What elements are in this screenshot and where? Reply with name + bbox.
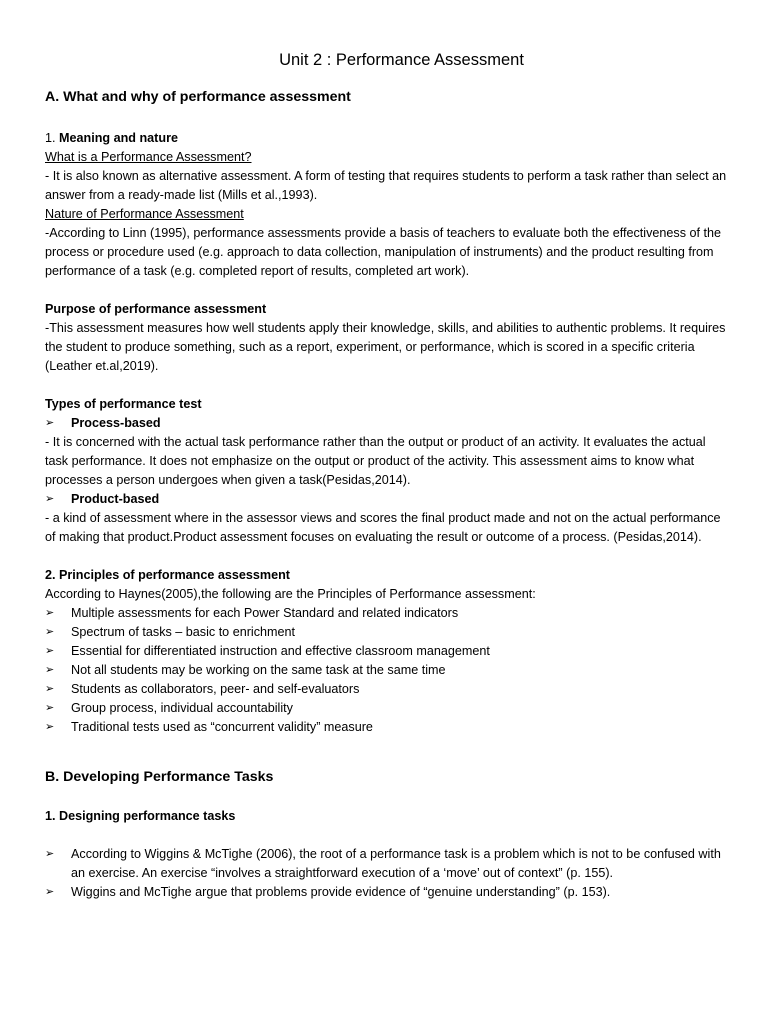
designing-text: Wiggins and McTighe argue that problems provide evidence of “genuine understanding” (p. 153). (71, 885, 611, 899)
purpose-text: -This assessment measures how well students apply their knowledge, skills, and abilities to authentic problems. It requires the student to produce something, such as a report, experiment, or performance, which is scored in a specific criteria (Leather et.al,2019). (45, 321, 726, 373)
purpose-heading: Purpose of performance assessment (45, 302, 267, 316)
principle-text: Group process, individual accountability (71, 701, 293, 715)
spacer (45, 281, 728, 300)
designing-heading: 1. Designing performance tasks (45, 809, 236, 823)
spacer (45, 826, 728, 845)
types-product-list (45, 490, 728, 509)
principle-text: Not all students may be working on the same task at the same time (71, 663, 446, 677)
meaning-question-2 (45, 205, 728, 224)
page-title: Unit 2 : Performance Assessment (279, 51, 524, 69)
arrow-bullet-icon: ➢ (45, 664, 55, 676)
list-item (45, 604, 728, 623)
principle-text: Students as collaborators, peer- and self-evaluators (71, 682, 360, 696)
arrow-bullet-icon: ➢ (45, 626, 55, 638)
product-label: Product-based (71, 492, 160, 506)
arrow-bullet-icon: ➢ (45, 886, 55, 898)
list-item (45, 661, 728, 680)
designing-text: According to Wiggins & McTighe (2006), the root of a performance task is a problem which is not to be confused with an exercise. An exercise “involves a straightforward execution of a ‘move’ out of context” (p. 155). (71, 847, 721, 880)
list-item (45, 718, 728, 737)
arrow-bullet-icon: ➢ (45, 848, 55, 860)
meaning-answer-1: - It is also known as alternative assessment. A form of testing that requires students to perform a task rather than select an answer from a ready-made list (Mills et al.,1993). (45, 169, 727, 202)
arrow-bullet-icon: ➢ (45, 607, 55, 619)
list-item (45, 642, 728, 661)
types-process-list (45, 414, 728, 433)
types-heading: Types of performance test (45, 397, 202, 411)
principle-text: Traditional tests used as “concurrent validity” measure (71, 720, 373, 734)
list-item (45, 883, 728, 902)
meaning-question-1 (45, 148, 728, 167)
arrow-bullet-icon: ➢ (45, 645, 55, 657)
process-label: Process-based (71, 416, 161, 430)
list-item (45, 699, 728, 718)
section-a-heading: A. What and why of performance assessment (45, 89, 351, 105)
arrow-bullet-icon: ➢ (45, 702, 55, 714)
spacer (45, 376, 728, 395)
meaning-question-2-text: Nature of Performance Assessment (45, 207, 244, 221)
section-b-heading: B. Developing Performance Tasks (45, 769, 274, 785)
list-item (45, 490, 728, 509)
principles-list (45, 604, 728, 737)
list-item (45, 623, 728, 642)
meaning-question-1-text: What is a Performance Assessment? (45, 150, 252, 164)
meaning-heading-line (45, 129, 728, 148)
list-item (45, 845, 728, 883)
arrow-bullet-icon: ➢ (45, 417, 55, 429)
list-item (45, 680, 728, 699)
arrow-bullet-icon: ➢ (45, 683, 55, 695)
spacer (45, 547, 728, 566)
principles-heading: 2. Principles of performance assessment (45, 568, 290, 582)
meaning-number: 1. (45, 131, 60, 145)
principle-text: Essential for differentiated instruction and effective classroom management (71, 644, 490, 658)
meaning-answer-2: -According to Linn (1995), performance assessments provide a basis of teachers to evaluate both the effectiveness of the process or procedure used (e.g. approach to data collection, manipulation of instruments) and the product resulting from performance of a task (e.g. completed report of results, completed art work). (45, 226, 722, 278)
principles-intro: According to Haynes(2005),the following are the Principles of Performance assessment: (45, 587, 536, 601)
principle-text: Multiple assessments for each Power Standard and related indicators (71, 606, 459, 620)
list-item (45, 414, 728, 433)
designing-list (45, 845, 728, 902)
meaning-heading: Meaning and nature (59, 131, 178, 145)
arrow-bullet-icon: ➢ (45, 721, 55, 733)
principle-text: Spectrum of tasks – basic to enrichment (71, 625, 295, 639)
product-text: - a kind of assessment where in the assessor views and scores the final product made and not on the actual performance of making that product.Product assessment focuses on evaluating the result or outcome of a process. (Pesidas,2014). (45, 511, 721, 544)
process-text: - It is concerned with the actual task performance rather than the output or product of an activity. It evaluates the actual task performance. It does not emphasize on the output or product of the activity. This assessment aims to know what processes a person undergoes when given a task(Pesidas,2014). (45, 435, 706, 487)
arrow-bullet-icon: ➢ (45, 493, 55, 505)
